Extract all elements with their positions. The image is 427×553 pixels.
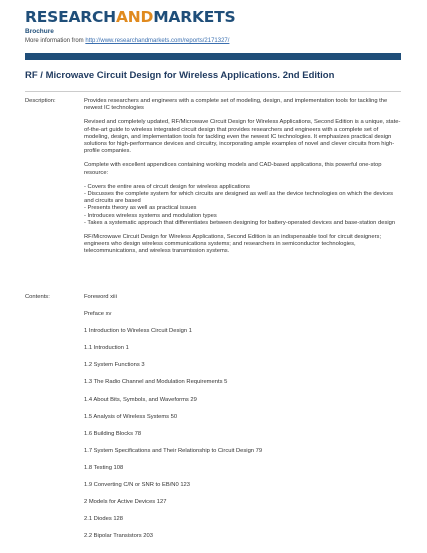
toc-item: 1.5 Analysis of Wireless Systems 50 — [84, 413, 178, 420]
more-info-prefix: More information from — [25, 38, 86, 44]
feature-item: - Discusses the complete system for which circuits are designed as well as the device technologies on which the devices and circuits are based — [84, 191, 393, 205]
feature-item: - Takes a systematic approach that differentiates between designing for battery-operated devices and base-station design — [84, 219, 396, 226]
toc-item: 1 Introduction to Wireless Circuit Design 1 — [84, 328, 192, 335]
toc-item: 1.9 Converting C/N or SNR to EB/N0 123 — [84, 482, 191, 489]
description-label: Description: — [25, 98, 56, 104]
logo-text-research: RESEARCH — [25, 8, 116, 26]
description-body — [84, 98, 402, 263]
header-bar — [25, 53, 401, 60]
toc-item: 1.8 Testing 108 — [84, 464, 124, 471]
contents-list — [84, 294, 262, 550]
toc-item: 1.3 The Radio Channel and Modulation Requirements 5 — [84, 379, 228, 386]
logo-text-and: AND — [115, 8, 154, 26]
toc-item: 1.4 About Bits, Symbols, and Waveforms 29 — [84, 396, 197, 403]
brand-logo — [25, 8, 236, 26]
description-closing: RF/Microwave Circuit Design for Wireless Applications, Second Edition is an indispensable tool for circuit designers; engineers who design wireless communications systems; and researchers in semiconductor technologies, telecommunications, and wireless transmission systems. — [84, 234, 382, 255]
description-paragraph: Revised and completely updated, RF/Microwave Circuit Design for Wireless Applications, Second Edition is a unique, state-of-the-art guide to wireless integrated circuit design that provides researchers and engineers with a complete set of modeling, design, and implementation tools for tackling even the newest IC technologies. It emphasizes practical design solutions for high-performance devices and circuitry, incorporating ample examples of novel and clever circuits from high-profile companies. — [84, 119, 401, 155]
toc-item: 1.2 System Functions 3 — [84, 362, 145, 369]
logo-text-markets: MARKETS — [153, 8, 236, 26]
report-link[interactable]: http://www.researchandmarkets.com/reports/2171327/ — [85, 38, 230, 44]
toc-item: Preface xv — [84, 311, 112, 318]
feature-item: - Introduces wireless systems and modulation types — [84, 212, 217, 219]
brochure-label: Brochure — [25, 28, 54, 35]
more-info-line — [25, 37, 229, 45]
feature-item: - Presents theory as well as practical issues — [84, 205, 197, 212]
toc-item: 2 Models for Active Devices 127 — [84, 499, 167, 506]
page-title: RF / Microwave Circuit Design for Wireless Applications. 2nd Edition — [25, 70, 335, 81]
toc-item: 2.2 Bipolar Transistors 203 — [84, 533, 153, 540]
toc-item: 1.6 Building Blocks 78 — [84, 430, 142, 437]
toc-item: Foreword xiii — [84, 294, 117, 300]
feature-list — [84, 184, 402, 227]
contents-label: Contents: — [25, 294, 50, 300]
title-divider — [25, 91, 401, 92]
toc-item: 2.1 Diodes 128 — [84, 516, 123, 523]
feature-item: - Covers the entire area of circuit design for wireless applications — [84, 183, 250, 190]
toc-item: 1.1 Introduction 1 — [84, 345, 129, 352]
description-paragraph: Complete with excellent appendices containing working models and CAD-based applications, this powerful one-stop resource: — [84, 162, 382, 176]
description-paragraph: Provides researchers and engineers with a complete set of modeling, design, and implementation tools for tackling the newest IC technologies — [84, 98, 388, 112]
toc-item: 1.7 System Specifications and Their Relationship to Circuit Design 79 — [84, 447, 263, 454]
